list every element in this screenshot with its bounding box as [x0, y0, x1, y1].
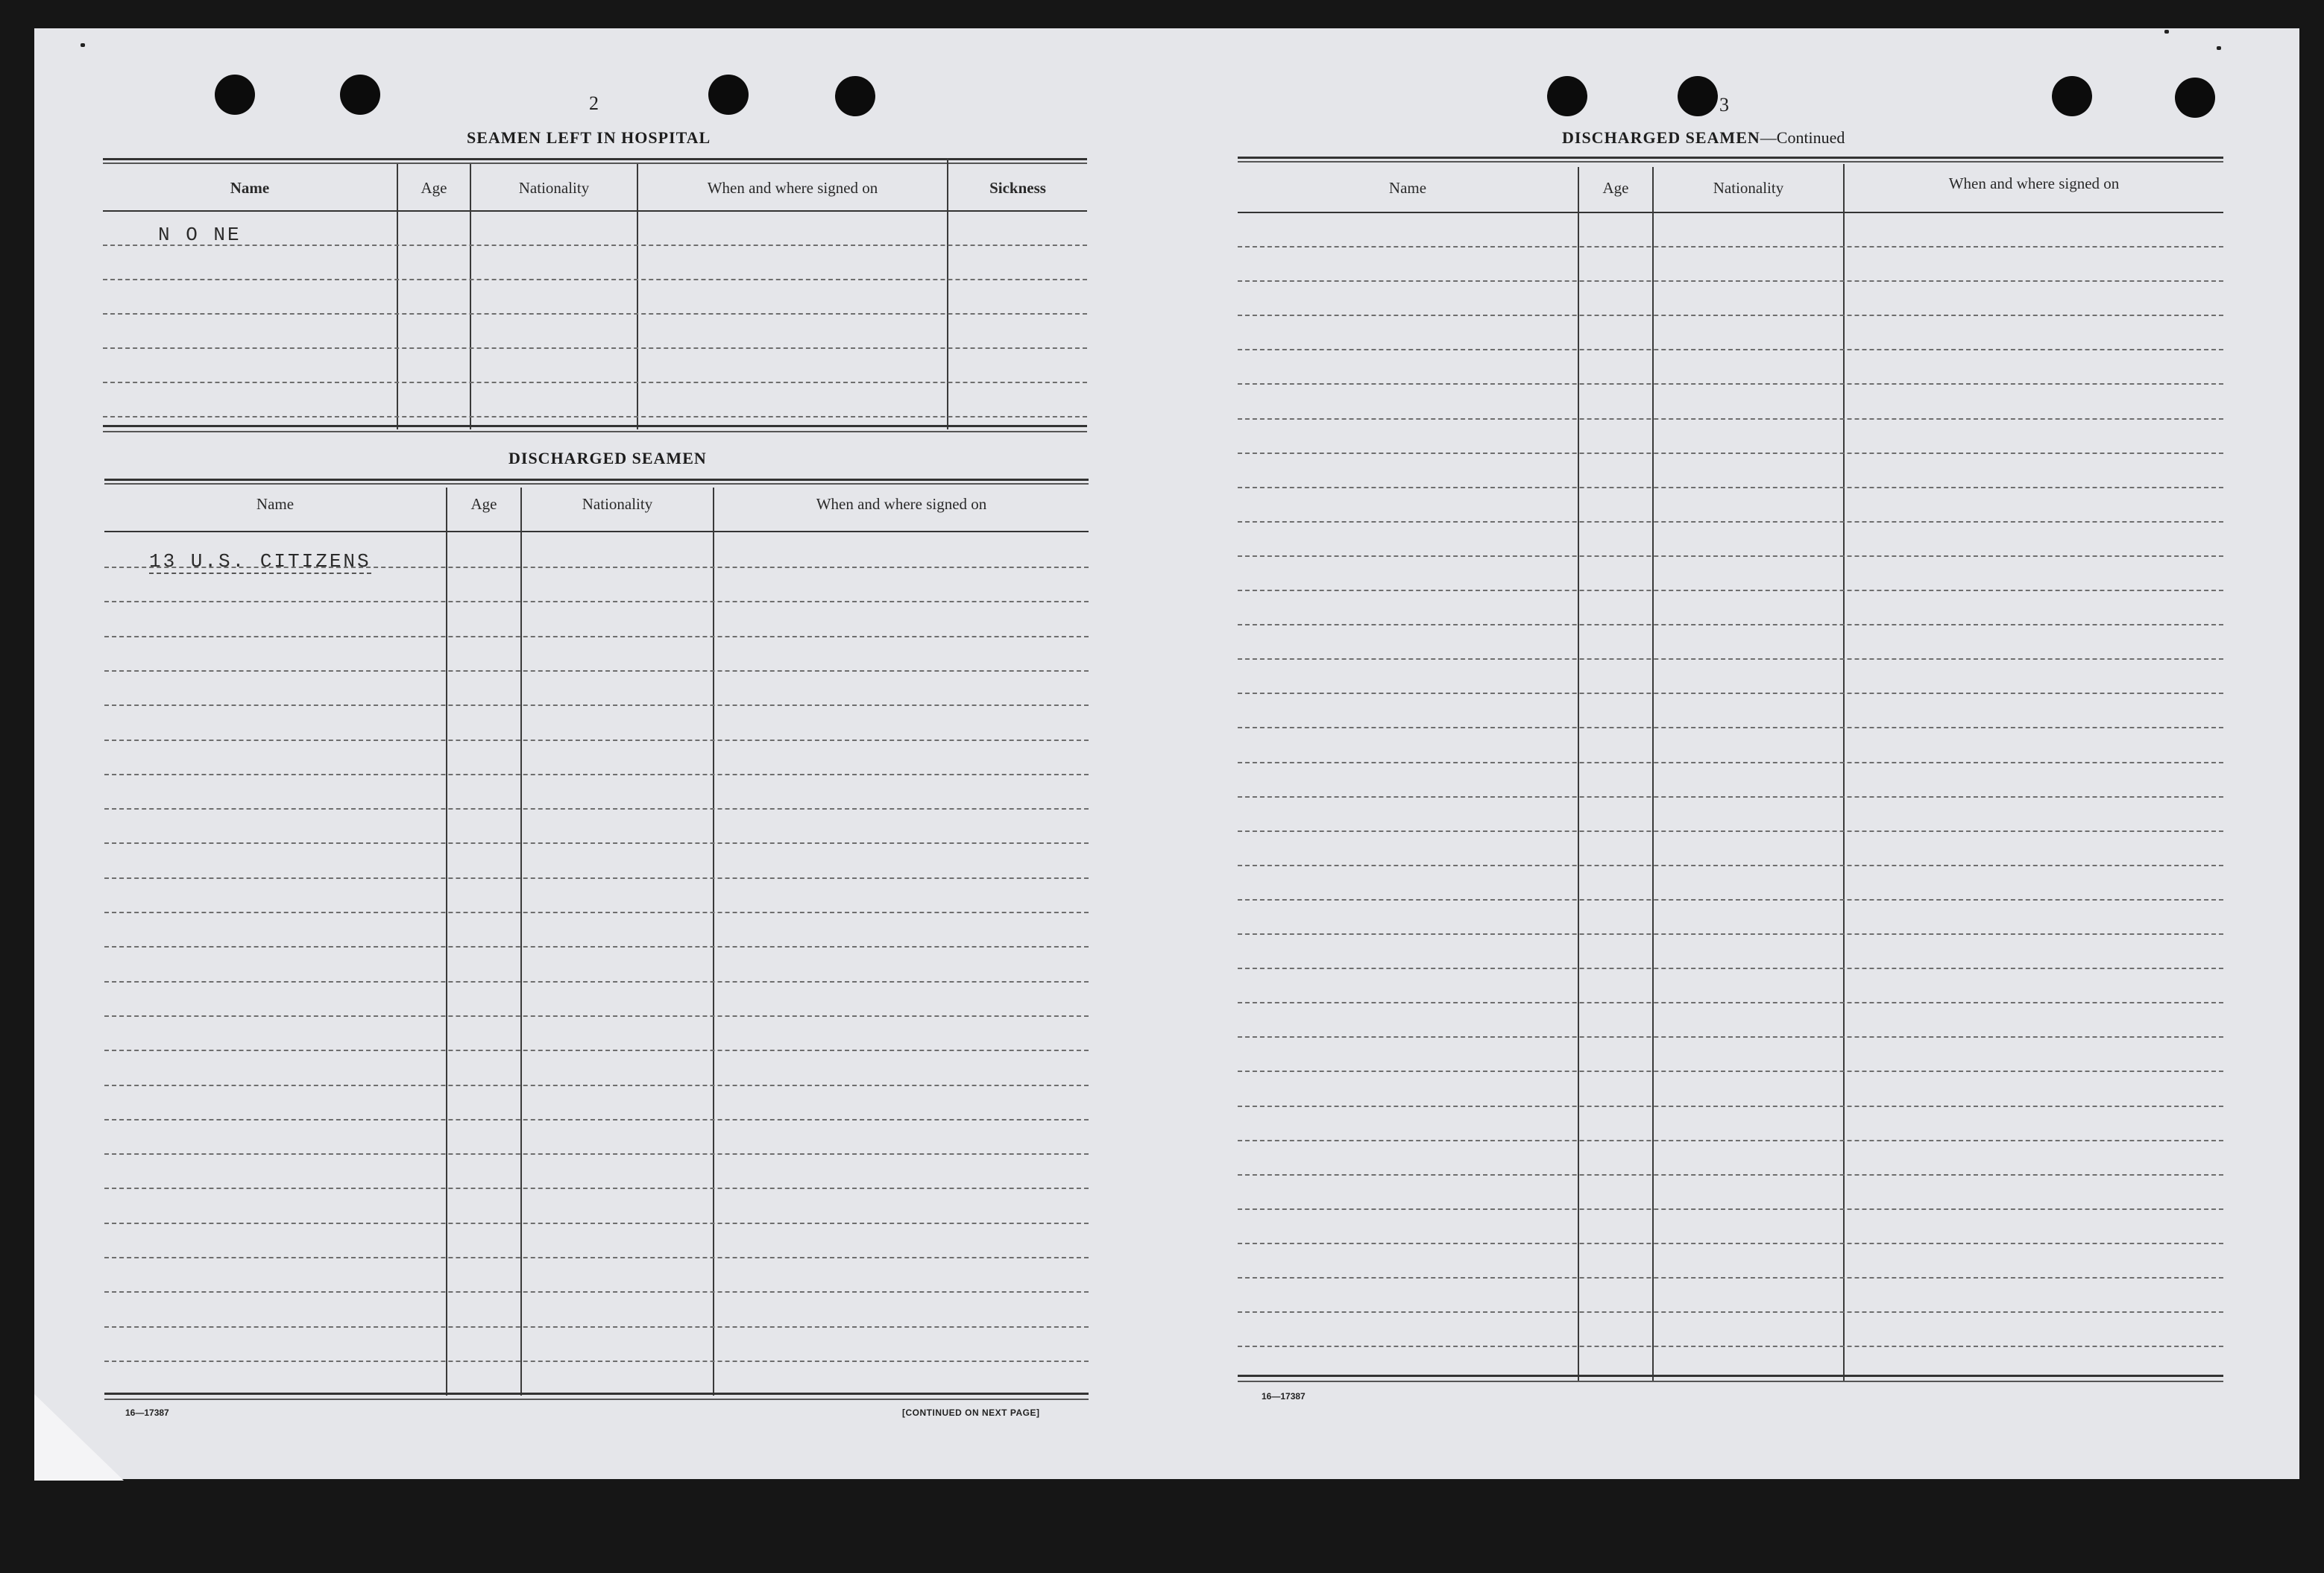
discharged-table — [104, 479, 1089, 1403]
ruled-line — [1238, 1277, 2223, 1279]
ruled-line — [104, 704, 1089, 706]
column-header-nationality: Nationality — [582, 495, 653, 513]
ruled-line — [104, 1291, 1089, 1293]
ruled-line — [1238, 1311, 2223, 1313]
ruled-line — [1238, 796, 2223, 798]
ruled-line — [104, 1153, 1089, 1155]
ruled-line — [1238, 280, 2223, 282]
ruled-line — [104, 1257, 1089, 1258]
form-number-left: 16—17387 — [125, 1407, 169, 1418]
ruled-line — [1238, 1002, 2223, 1003]
ruled-line — [1238, 590, 2223, 591]
ruled-line — [1238, 1243, 2223, 1244]
ruled-line — [104, 774, 1089, 775]
column-header-name: Name — [1388, 179, 1427, 197]
ruled-line — [1238, 1174, 2223, 1176]
ruled-line — [1238, 453, 2223, 454]
ruled-line — [1238, 555, 2223, 557]
continued-note: [CONTINUED ON NEXT PAGE] — [902, 1407, 1040, 1418]
title-suffix: —Continued — [1760, 128, 1845, 147]
ruled-line — [1238, 1036, 2223, 1038]
punch-hole — [340, 75, 380, 115]
form-number-right: 16—17387 — [1262, 1391, 1306, 1402]
ruled-line — [1238, 521, 2223, 523]
ruled-line — [104, 1015, 1089, 1017]
hospital-entry-none: N O NE — [158, 224, 242, 246]
ruled-line — [104, 1188, 1089, 1189]
ruled-line — [104, 1085, 1089, 1086]
ruled-line — [104, 877, 1089, 879]
column-header-when-where: When and where signed on — [707, 179, 878, 197]
ruled-line — [104, 670, 1089, 672]
ruled-line — [1238, 899, 2223, 901]
ruled-line — [104, 1119, 1089, 1120]
ruled-line — [1238, 349, 2223, 350]
ruled-line — [104, 740, 1089, 741]
punch-hole — [2175, 78, 2215, 118]
ruled-line — [1238, 1140, 2223, 1141]
ruled-line — [104, 636, 1089, 637]
ruled-line — [1238, 246, 2223, 248]
ruled-line — [1238, 865, 2223, 866]
ruled-line — [1238, 1071, 2223, 1072]
column-header-age: Age — [421, 179, 447, 197]
column-header-name: Name — [256, 495, 295, 513]
ruled-line — [104, 1223, 1089, 1224]
ruled-line — [104, 1326, 1089, 1328]
punch-hole — [835, 76, 875, 116]
ruled-line — [1238, 418, 2223, 420]
page-number-left: 2 — [589, 92, 599, 114]
ruled-line — [1238, 658, 2223, 660]
ruled-line — [1238, 693, 2223, 694]
column-header-nationality: Nationality — [518, 179, 590, 197]
ruled-line — [1238, 624, 2223, 625]
ruled-line — [104, 601, 1089, 602]
ruled-line — [1238, 487, 2223, 488]
discharged-entry-citizens: 13 U.S. CITIZENS — [149, 550, 371, 573]
column-header-age: Age — [1602, 179, 1629, 197]
ruled-line — [1238, 315, 2223, 316]
ink-speck — [2217, 46, 2221, 50]
ruled-line — [1238, 1208, 2223, 1210]
hospital-table — [103, 158, 1087, 434]
ruled-line — [104, 981, 1089, 983]
ruled-line — [104, 912, 1089, 913]
ruled-line — [1238, 762, 2223, 763]
discharged-continued-table — [1238, 157, 2223, 1387]
ruled-line — [1238, 968, 2223, 969]
ink-speck — [2164, 30, 2169, 34]
ruled-line — [1238, 1106, 2223, 1107]
column-header-sickness: Sickness — [989, 179, 1046, 197]
ruled-line — [1238, 933, 2223, 935]
punch-hole — [2052, 76, 2092, 116]
ruled-line — [104, 808, 1089, 810]
ruled-line — [104, 946, 1089, 948]
section-title-hospital: SEAMEN LEFT IN HOSPITAL — [467, 128, 711, 147]
punch-hole — [215, 75, 255, 115]
column-header-age: Age — [470, 495, 497, 513]
ruled-line — [1238, 1346, 2223, 1347]
punch-hole — [1547, 76, 1587, 116]
column-header-name: Name — [230, 179, 270, 197]
ink-speck — [81, 43, 85, 47]
page-number-right: 3 — [1719, 94, 1729, 116]
column-header-when-where: When and where signed on — [1948, 174, 2120, 192]
section-title-discharged: DISCHARGED SEAMEN — [508, 449, 707, 467]
ruled-line — [1238, 383, 2223, 385]
ruled-line — [104, 1361, 1089, 1362]
punch-hole — [1678, 76, 1718, 116]
ruled-line — [1238, 830, 2223, 832]
punch-hole — [708, 75, 749, 115]
ruled-line — [1238, 727, 2223, 728]
ruled-line — [104, 842, 1089, 844]
section-title-discharged-continued — [1562, 128, 1845, 148]
ruled-line — [104, 1050, 1089, 1051]
title-text: DISCHARGED SEAMEN — [1562, 128, 1760, 147]
column-header-nationality: Nationality — [1713, 179, 1784, 197]
column-header-when-where: When and where signed on — [816, 495, 987, 513]
